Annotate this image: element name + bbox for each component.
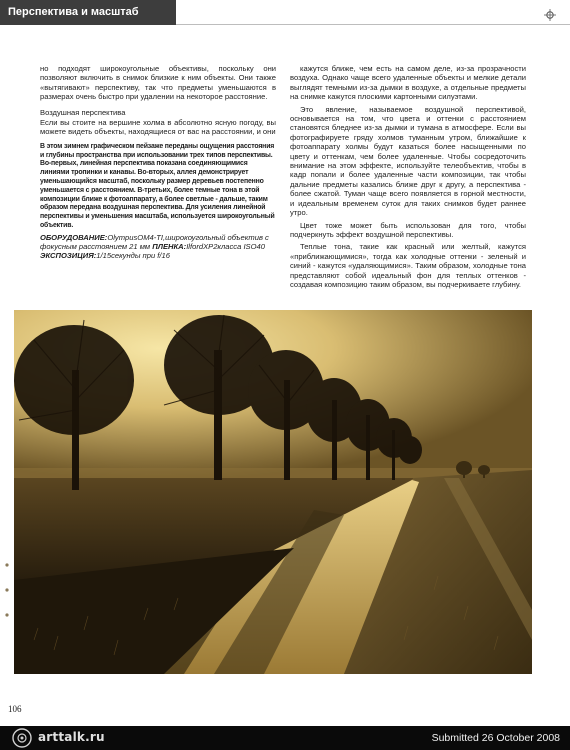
film-label: ПЛЕНКА: <box>152 242 187 252</box>
right-paragraph-4: Теплые тона, такие как красный или желтый, кажутся «приближающимися», тогда как холодные оттенки - зеленый и синий - кажутся «удаляющимися». Таким образом, холодные тона представляют собой идеальный фон для теплых оттенков - создавая композицию таким образом, вы подчеркиваете глубину. <box>290 242 526 289</box>
left-intro-paragraph: но подходят широкоугольные объективы, поскольку они позволяют включить в снимок близкие к ним объекты. Они также «вытягивают» перспективу, так что предметы уменьшаются в размерах очень быстро при удалении на некоторое расстояние. <box>40 64 276 102</box>
left-paragraph: Если вы стоите на вершине холма в абсолютно ясную погоду, вы можете видеть объекты, находящиеся от вас на расстоянии, и они <box>40 118 276 137</box>
logo-text[interactable]: arttalk.ru <box>38 730 105 744</box>
margin-dots-icon <box>4 560 10 620</box>
header-rule <box>176 24 570 25</box>
registration-mark-icon <box>544 9 556 21</box>
equipment-line <box>40 233 276 261</box>
page-number: 106 <box>8 704 22 714</box>
submitted-date: Submitted 26 October 2008 <box>431 732 560 744</box>
section-header: Перспектива и масштаб <box>0 0 176 25</box>
exposure-value: 1/15секунды при f/16 <box>96 251 170 261</box>
right-paragraph-3: Цвет тоже может быть использован для того, чтобы подчеркнуть эффект воздушной перспективы. <box>290 220 526 239</box>
film-value: IlfordXP2класса ISO40 <box>186 242 265 252</box>
landscape-photo-drawing <box>14 310 532 674</box>
photo-caption: В этом зимнем графическом пейзаже переданы ощущения расстояния и глубины пространства при использовании трех типов перспективы. Во-первых, линейная перспектива показана соединяющимися линиями тропинки и канавы. Во-вторых, аллея демонстрирует уменьшающийся масштаб, поскольку размер деревьев постепенно уменьшается с расстоянием. В-третьих, более темные тона в этой композиции ближе к фотоаппарату, а более светлые - дальше, таким образом передана воздушная перспектива. Для усиления линейной перспективы и уменьшения масштаба, используется широкоугольный объектив. <box>40 142 275 230</box>
footer-bar <box>0 726 570 750</box>
right-text-column <box>290 64 526 324</box>
right-paragraph-1: кажутся ближе, чем есть на самом деле, из-за прозрачности воздуха. Однако чаще всего удаленные объекты и мелкие детали выглядят темными из-за дымки в воздухе, а отдельные предметы на снимке кажутся плоскими картонными силуэтами. <box>290 64 526 102</box>
landscape-photo <box>14 310 532 674</box>
right-paragraph-2: Это явление, называемое воздушной перспективой, основывается на том, что цвета и оттенки с расстоянием становятся бледнее из-за дымки и тумана в атмосфере. Если вы фотографируете гряду холмов туманным утром, ближайшие к фотоаппарату холмы будут казаться более насыщенными по цвету и оттенкам, чем более удаленные. Чтобы сосредоточить внимание на этом эффекте, используйте телеобъектив, чтобы в кадр попали и более удаленные части композиции, так чтобы дальние предметы казались ближе друг к другу, а перспектива - более сжатой. Туман чаще всего появляется в горной местности, и идеальным временем суток для таких снимков будет раннее утро. <box>290 104 526 218</box>
subheading-aerial-perspective: Воздушная перспектива <box>40 107 126 117</box>
left-text-column <box>40 64 276 304</box>
equipment-label: ОБОРУДОВАНИЕ: <box>40 232 108 242</box>
equipment-value: OlympusOM4-TI,широкоугольный объектив с фокусным расстоянием 21 мм <box>40 232 269 252</box>
exposure-label: ЭКСПОЗИЦИЯ: <box>40 251 97 261</box>
